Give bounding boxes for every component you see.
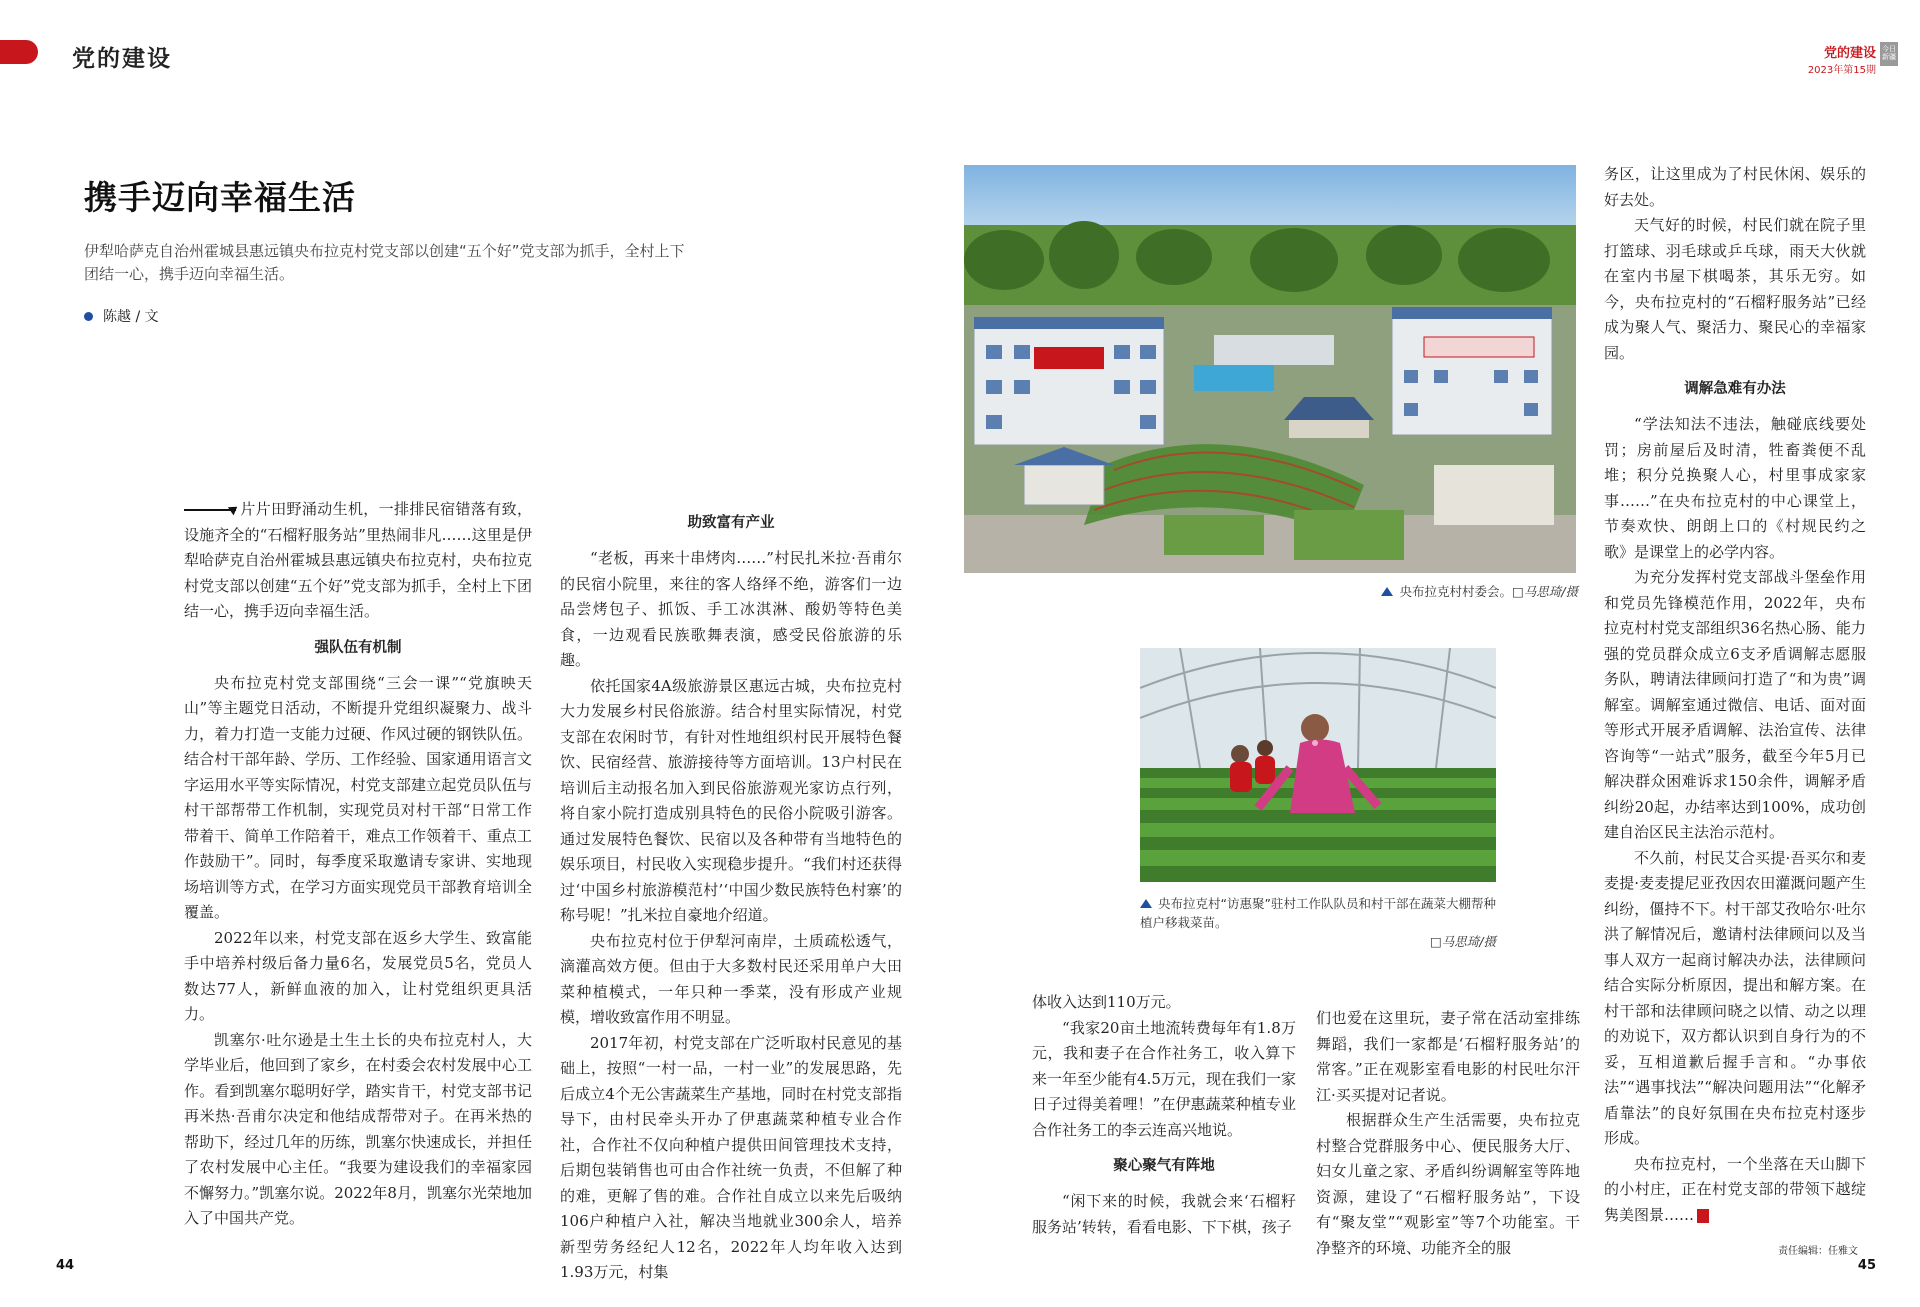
byline-text: 陈越 / 文 [103,309,159,325]
byline-dot-icon [84,312,93,321]
paragraph: 央布拉克村位于伊犁河南岸，土质疏松透气，滴灌高效方便。但由于大多数村民还采用单户大田菜种植模式，一年只种一季菜，没有形成产业规模，增收致富作用不明显。 [560,931,902,1026]
byline [84,306,159,326]
subhead-strong-team: 强队伍有机制 [314,639,402,656]
section-tab-marker [0,40,38,64]
paragraph: 2022年以来，村党支部在返乡大学生、致富能手中培养村级后备力量6名，发展党员5名，党员人数达77人，新鲜血液的加入，让村党组织更具活力。 [184,928,532,1023]
paragraph: 央布拉克村党支部围绕“三会一课”“党旗映天山”等主题党日活动，不断提升党组织凝聚力、战斗力，着力打造一支能力过硬、作风过硬的钢铁队伍。结合村干部年龄、学历、工作经验、国家通用语言文字运用水平等实际情况，村党支部建立起党员队伍与村干部帮带工作机制，实现党员对村干部“日常工作带着干、简单工作陪着干，难点工作领着干、重点工作鼓励干”。同时，每季度采取邀请专家讲、实地现场培训等方式，在学习方面实现党员干部教育培训全覆盖。 [184,673,532,921]
subhead-mediation: 调解急难有办法 [1684,381,1786,397]
paragraph: 依托国家4A级旅游景区惠远古城，央布拉克村大力发展乡村民俗旅游。结合村里实际情况，村党支部在农闲时节，有针对性地组织村民开展特色餐饮、民宿经营、旅游接待等方面培训。13户村民在培训后主动报名加入到民俗旅游观光家访点行列，将自家小院打造成别具特色的民俗小院吸引游客。通过发展特色餐饮、民宿以及各种带有当地特色的娱乐项目，村民收入实现稳步提升。“我们村还获得过‘中国乡村旅游模范村’‘中国少数民族特色村寨’的称号呢！”扎米拉自豪地介绍道。 [560,676,902,924]
paragraph: 务区，让这里成为了村民休闲、娱乐的好去处。 [1604,165,1866,209]
paragraph: 为充分发挥村党支部战斗堡垒作用和党员先锋模范作用，2022年，央布拉克村村党支部组织36名热心肠、能力强的党员群众成立6支矛盾调解志愿服务队，聘请法律顾问打造了“和为贵”调解室。调解室通过微信、电话、面对面等形式开展矛盾调解、法治宣传、法律咨询等“一站式”服务，截至今年5月已解决群众困难诉求150余件，调解矛盾纠纷20起，办结率达到100%，成功创建自治区民主法治示范村。 [1604,568,1866,841]
column-1 [184,497,532,1232]
paragraph: 2017年初，村党支部在广泛听取村民意见的基础上，按照“一村一品，一村一业”的发展思路，先后成立4个无公害蔬菜生产基地，同时在村党支部指导下，由村民牵头开办了伊惠蔬菜种植专业合作社，合作社不仅向种植户提供田间管理技术支持，后期包装销售也可由合作社统一负责，不但解了种的难，更解了售的难。合作社自成立以来先后吸纳106户种植户入社，解决当地就业300余人，培养新型劳务经纪人12名，2022年人均年收入达到1.93万元，村集 [560,1033,902,1281]
paragraph: “闲下来的时候，我就会来‘石榴籽服务站’转转，看看电影、下下棋，孩子 [1032,1192,1296,1236]
article-lead: 伊犁哈萨克自治州霍城县惠远镇央布拉克村党支部以创建“五个好”党支部为抓手，全村上下团结一心，携手迈向幸福生活。 [84,242,685,283]
paragraph: 不久前，村民艾合买提·吾买尔和麦麦提·麦麦提尼亚孜因农田灌溉问题产生纠纷，僵持不下。村干部艾孜哈尔·吐尔洪了解情况后，邀请村法律顾问以及当事人双方一起商讨解决办法，法律顾问结合实际分析原因，提出和解方案。在村干部和法律顾问晓之以情、动之以理的劝说下，双方都认识到自身行为的不妥，互相道歉后握手言和。“办事依法”“遇事找法”“解决问题用法”“化解矛盾靠法”的良好氛围在央布拉克村逐步形成。 [1604,848,1866,1147]
paragraph: “学法知法不违法，触碰底线要处罚；房前屋后及时清，牲畜粪便不乱堆；积分兑换聚人心，村里事成家家事……”在央布拉克村的中心课堂上，节奏欢快、朗朗上口的《村规民约之歌》是课堂上的必学内容。 [1604,415,1866,561]
village-committee-photo [964,165,1576,573]
header-brand-block [1808,42,1876,76]
paragraph: 凯塞尔·吐尔逊是土生土长的央布拉克村人，大学毕业后，他回到了家乡，在村委会农村发展中心工作。看到凯塞尔聪明好学，踏实肯干，村党支部书记再米热·吾甫尔决定和他结成帮带对子。在再米热的帮助下，经过几年的历练，凯塞尔快速成长，并担任了农村发展中心主任。“我要为建设我们的幸福家园不懈努力。”凯塞尔说。2022年8月，凯塞尔光荣地加入了中国共产党。 [184,1030,532,1227]
column-5 [1604,162,1866,1228]
caption-triangle-icon [1140,899,1152,908]
column-3 [1032,990,1296,1240]
paragraph: 天气好的时候，村民们就在院子里打篮球、羽毛球或乒乓球，雨天大伙就在室内书屋下棋喝茶，其乐无穷。如今，央布拉克村的“石榴籽服务站”已经成为聚人气、聚活力、聚民心的幸福家园。 [1604,216,1866,362]
page-number-left: 44 [56,1258,75,1273]
subhead-gathering: 聚心聚气有阵地 [1113,1158,1215,1174]
photo1-caption: 央布拉克村村委会。□马思琦/摄 [1368,582,1578,601]
greenhouse-photo [1140,648,1496,882]
subhead-industry: 助致富有产业 [687,515,775,531]
column-2 [560,512,902,1286]
intro-paragraph: 片片田野涌动生机，一排排民宿错落有致，设施齐全的“石榴籽服务站”里热闹非凡……这里是伊犁哈萨克自治州霍城县惠远镇央布拉克村，央布拉克村党支部以创建“五个好”党支部为抓手，全村上下团结一心，携手迈向幸福生活。 [184,500,532,620]
page-number-right: 45 [1857,1258,1876,1273]
caption-triangle-icon [1381,587,1393,596]
magazine-badge: 今日新疆 [1880,42,1898,66]
paragraph: 根据群众生产生活需要，央布拉克村整合党群服务中心、便民服务大厅、妇女儿童之家、矛盾纠纷调解室等阵地资源，建设了“石榴籽服务站”，下设有“聚友堂”“观影室”等7个功能室。干净整齐的环境、功能齐全的服 [1316,1111,1580,1257]
photo2-caption: 央布拉克村“访惠聚”驻村工作队队员和村干部在蔬菜大棚帮种植户移栽菜苗。 □马思琦/摄 [1140,896,1496,949]
end-mark-icon [1697,1209,1709,1223]
article-title: 携手迈向幸福生活 [84,178,356,217]
paragraph: “我家20亩土地流转费每年有1.8万元，我和妻子在合作社务工，收入算下来一年至少能有4.5万元，现在我们一家日子过得美着哩！”在伊惠蔬菜种植专业合作社务工的李云连高兴地说。 [1032,1018,1296,1139]
section-name: 党的建设 [72,45,172,72]
editor-credit: 责任编辑：任雅文 [1778,1246,1858,1257]
closing-paragraph: 央布拉克村，一个坐落在天山脚下的小村庄，正在村党支部的带领下越绽隽美图景…… [1604,1154,1866,1224]
paragraph: “老板，再来十串烤肉……”村民扎米拉·吾甫尔的民宿小院里，来往的客人络绎不绝，游客们一边品尝烤包子、抓饭、手工冰淇淋、酸奶等特色美食，一边观看民族歌舞表演，感受民俗旅游的乐趣。 [560,549,902,669]
paragraph: 们也爱在这里玩，妻子常在活动室排练舞蹈，我们一家都是‘石榴籽服务站’的常客。”正在观影室看电影的村民吐尔汗江·买买提对记者说。 [1316,1009,1580,1104]
column-4 [1316,1006,1580,1261]
paragraph: 体收入达到110万元。 [1032,993,1181,1011]
header-issue: 2023年第15期 [1807,65,1876,76]
header-brand: 党的建设 [1823,46,1876,61]
arrow-line-icon [184,509,236,511]
